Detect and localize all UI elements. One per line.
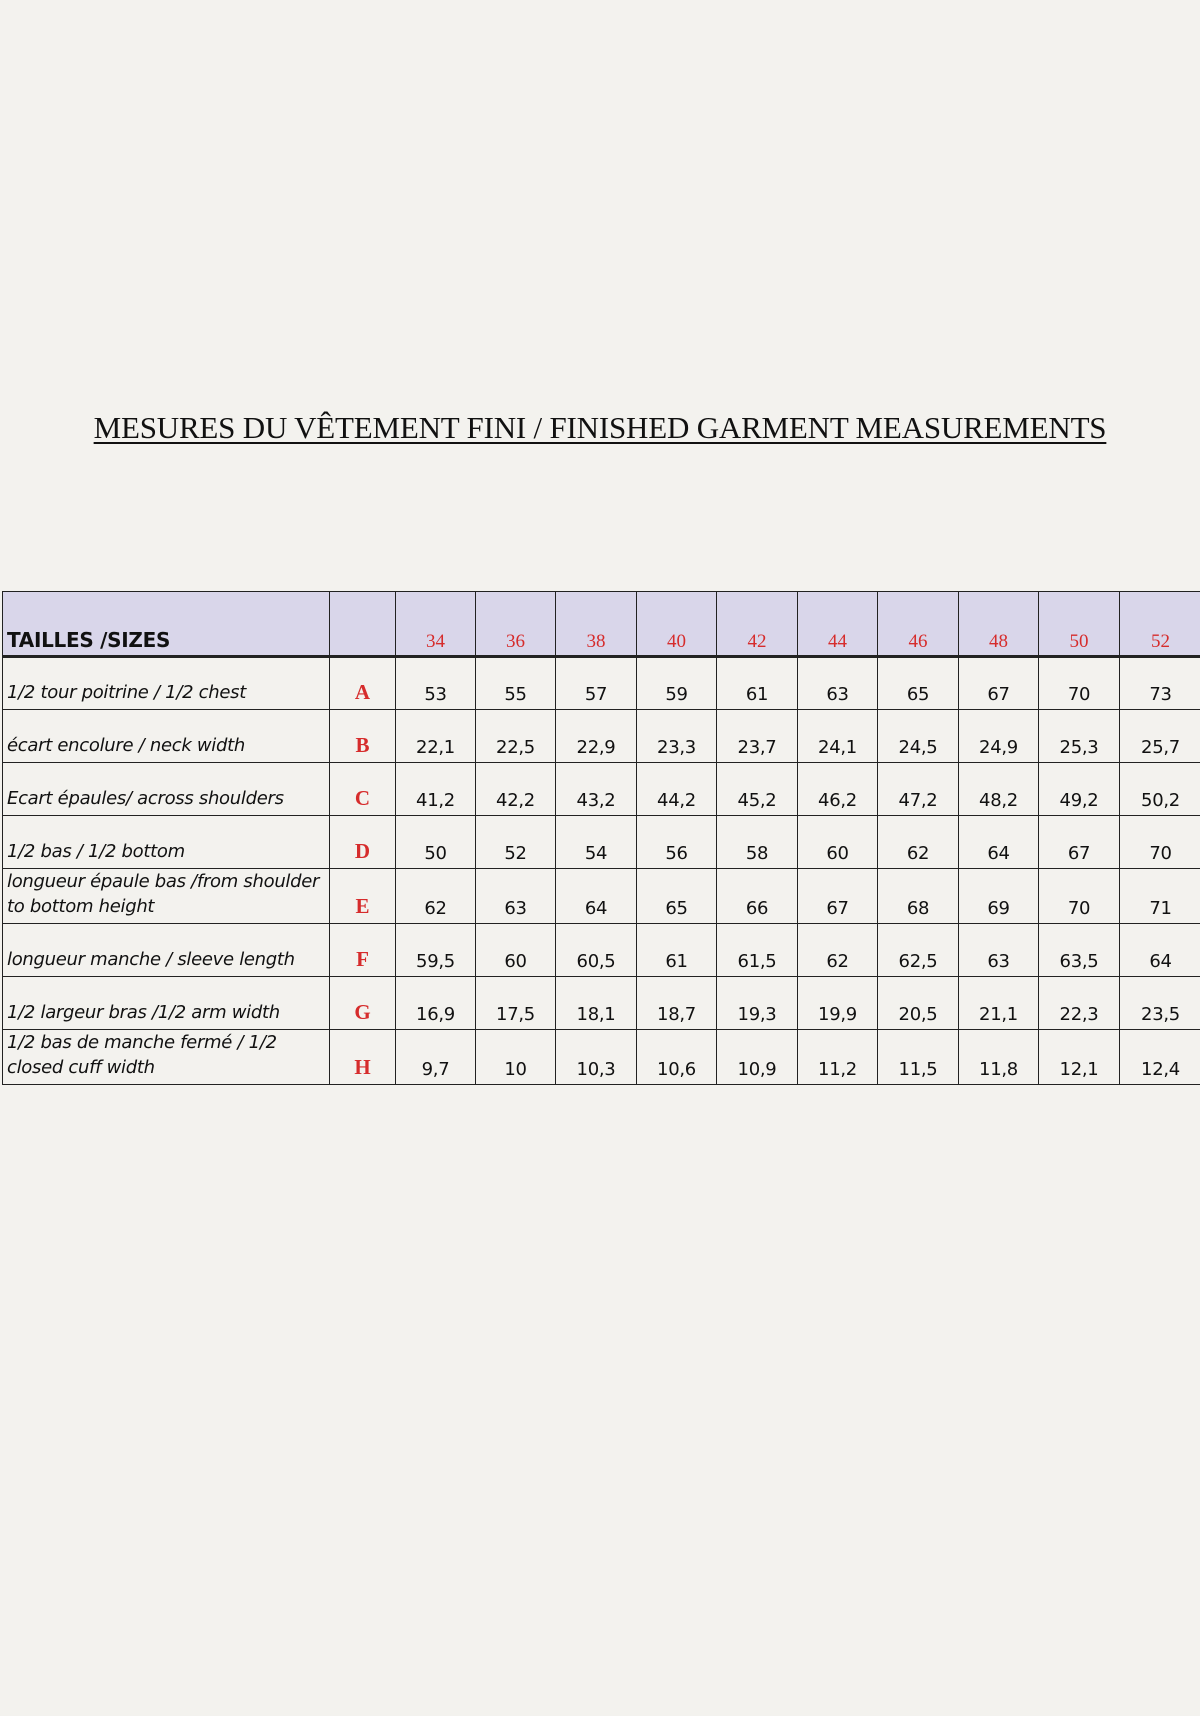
measurement-value: 25,3 [1039,710,1120,763]
measurement-value: 73 [1120,657,1200,710]
table-row [3,710,1200,763]
measurement-value: 62 [878,816,959,869]
measurement-value: 24,5 [878,710,959,763]
measurement-value: 70 [1039,657,1120,710]
measurement-value: 62 [396,869,476,924]
measurement-label: 1/2 tour poitrine / 1/2 chest [3,657,330,710]
measurement-value: 69 [959,869,1039,924]
size-header-cell: 44 [798,592,878,657]
measurement-value: 22,3 [1039,977,1120,1030]
measurement-value: 47,2 [878,763,959,816]
size-header-cell: 46 [878,592,959,657]
measurement-value: 64 [959,816,1039,869]
measurement-value: 50,2 [1120,763,1200,816]
measurement-value: 63 [959,924,1039,977]
measurement-value: 22,1 [396,710,476,763]
measurement-value: 67 [1039,816,1120,869]
size-header-cell: 52 [1120,592,1200,657]
size-header-cell: 42 [717,592,798,657]
measurement-value: 20,5 [878,977,959,1030]
measurement-value: 56 [637,816,717,869]
size-header-cell: 40 [637,592,717,657]
measurement-code: E [330,869,396,924]
measurement-value: 19,3 [717,977,798,1030]
measurement-value: 63 [798,657,878,710]
measurement-code: C [330,763,396,816]
table-row [3,816,1200,869]
measurement-value: 54 [556,816,637,869]
measurement-value: 22,9 [556,710,637,763]
measurement-value: 64 [1120,924,1200,977]
measurement-value: 25,7 [1120,710,1200,763]
measurement-value: 58 [717,816,798,869]
size-header-cell: 48 [959,592,1039,657]
measurement-value: 42,2 [476,763,556,816]
measurement-value: 62 [798,924,878,977]
measurement-code: A [330,657,396,710]
measurement-value: 63 [476,869,556,924]
measurement-value: 61 [717,657,798,710]
table-header-row [3,592,1200,657]
measurement-value: 24,9 [959,710,1039,763]
measurement-code: G [330,977,396,1030]
measurement-value: 10 [476,1030,556,1085]
page-title: MESURES DU VÊTEMENT FINI / FINISHED GARMENT MEASUREMENTS [93,410,1107,445]
table-row [3,763,1200,816]
measurement-value: 23,5 [1120,977,1200,1030]
measurement-value: 71 [1120,869,1200,924]
measurement-table [2,591,1200,1085]
measurement-value: 16,9 [396,977,476,1030]
measurement-value: 12,1 [1039,1030,1120,1085]
measurement-value: 64 [556,869,637,924]
measurement-value: 70 [1120,816,1200,869]
measurement-value: 19,9 [798,977,878,1030]
measurement-value: 63,5 [1039,924,1120,977]
measurement-label: Ecart épaules/ across shoulders [3,763,330,816]
table-row [3,924,1200,977]
measurement-value: 60 [798,816,878,869]
measurement-code: B [330,710,396,763]
measurement-value: 65 [878,657,959,710]
measurement-value: 11,5 [878,1030,959,1085]
measurement-value: 43,2 [556,763,637,816]
measurement-value: 18,1 [556,977,637,1030]
measurement-label: 1/2 bas / 1/2 bottom [3,816,330,869]
measurement-label: longueur épaule bas /from shoulder to bottom height [3,869,330,924]
measurement-value: 59,5 [396,924,476,977]
measurement-value: 45,2 [717,763,798,816]
measurement-value: 62,5 [878,924,959,977]
measurement-value: 55 [476,657,556,710]
measurement-value: 61,5 [717,924,798,977]
measurement-code: H [330,1030,396,1085]
measurement-value: 41,2 [396,763,476,816]
measurement-label: longueur manche / sleeve length [3,924,330,977]
measurement-label: écart encolure / neck width [3,710,330,763]
measurement-value: 60,5 [556,924,637,977]
measurement-value: 52 [476,816,556,869]
measurement-value: 48,2 [959,763,1039,816]
table-row [3,977,1200,1030]
measurement-value: 18,7 [637,977,717,1030]
measurement-label: 1/2 bas de manche fermé / 1/2 closed cuff width [3,1030,330,1085]
measurement-value: 67 [959,657,1039,710]
measurement-value: 61 [637,924,717,977]
measurement-value: 49,2 [1039,763,1120,816]
measurement-value: 23,3 [637,710,717,763]
measurement-value: 70 [1039,869,1120,924]
measurement-value: 9,7 [396,1030,476,1085]
measurement-code: F [330,924,396,977]
measurement-value: 11,8 [959,1030,1039,1085]
measurement-value: 12,4 [1120,1030,1200,1085]
measurement-value: 24,1 [798,710,878,763]
measurement-value: 46,2 [798,763,878,816]
table-row [3,869,1200,924]
size-header-cell: 34 [396,592,476,657]
measurement-label: 1/2 largeur bras /1/2 arm width [3,977,330,1030]
measurement-value: 57 [556,657,637,710]
measurement-value: 65 [637,869,717,924]
measurement-value: 17,5 [476,977,556,1030]
measurement-value: 44,2 [637,763,717,816]
measurement-value: 10,6 [637,1030,717,1085]
measurement-value: 10,3 [556,1030,637,1085]
measurement-value: 10,9 [717,1030,798,1085]
measurement-value: 21,1 [959,977,1039,1030]
measurement-value: 53 [396,657,476,710]
measurement-code: D [330,816,396,869]
measurement-value: 68 [878,869,959,924]
sizes-header-label: TAILLES /SIZES [3,592,330,657]
measurement-value: 23,7 [717,710,798,763]
size-header-cell: 50 [1039,592,1120,657]
size-header-cell: 38 [556,592,637,657]
size-header-cell: 36 [476,592,556,657]
measurement-value: 11,2 [798,1030,878,1085]
table-row [3,657,1200,710]
measurement-value: 60 [476,924,556,977]
measurement-value: 50 [396,816,476,869]
measurement-value: 59 [637,657,717,710]
code-header-cell [330,592,396,657]
measurement-value: 22,5 [476,710,556,763]
table-row [3,1030,1200,1085]
measurement-value: 67 [798,869,878,924]
measurement-value: 66 [717,869,798,924]
